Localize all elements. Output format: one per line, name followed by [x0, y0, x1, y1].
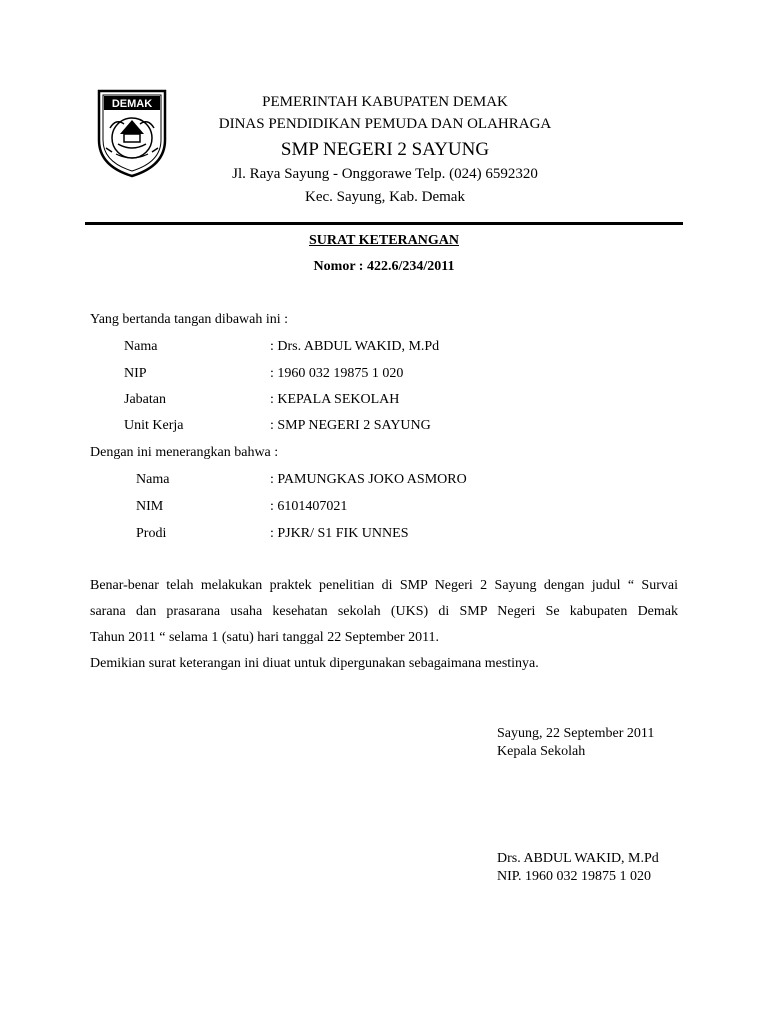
svg-text:DEMAK: DEMAK [111, 98, 153, 110]
body-line: Tahun 2011 “ selama 1 (satu) hari tanggal 22 September 2011. [90, 630, 440, 645]
signer-position-value: : KEPALA SEKOLAH [270, 392, 400, 407]
signer-name-value: : Drs. ABDUL WAKID, M.Pd [270, 339, 440, 354]
signer-intro: Yang bertanda tangan dibawah ini : [90, 312, 289, 327]
subject-name-label: Nama [136, 472, 170, 487]
school-name: SMP NEGERI 2 SAYUNG [280, 139, 490, 160]
signer-unit-label: Unit Kerja [124, 418, 184, 433]
body-line: sarana dan prasarana usaha kesehatan sekolah (UKS) di SMP Negeri Se kabupaten Demak [90, 604, 678, 619]
document-title: SURAT KETERANGAN [308, 233, 459, 248]
document-number: Nomor : 422.6/234/2011 [313, 259, 455, 274]
government-name: PEMERINTAH KABUPATEN DEMAK [262, 94, 508, 110]
subject-nim-value: : 6101407021 [270, 499, 348, 514]
signer-nip-label: NIP [124, 366, 147, 381]
signer-position-label: Jabatan [124, 392, 166, 407]
school-address: Jl. Raya Sayung - Onggorawe Telp. (024) 6592320 [232, 166, 538, 182]
signature-place-date: Sayung, 22 September 2011 [497, 726, 655, 741]
department-name: DINAS PENDIDIKAN PEMUDA DAN OLAHRAGA [218, 116, 552, 132]
subject-nim-label: NIM [136, 499, 164, 514]
closing-sentence: Demikian surat keterangan ini diuat untuk dipergunakan sebagaimana mestinya. [90, 656, 539, 671]
subject-intro: Dengan ini menerangkan bahwa : [90, 445, 279, 460]
signer-name-label: Nama [124, 339, 158, 354]
signature-name: Drs. ABDUL WAKID, M.Pd [497, 851, 659, 866]
demak-regency-logo [96, 88, 168, 178]
school-district: Kec. Sayung, Kab. Demak [305, 189, 465, 205]
subject-name-value: : PAMUNGKAS JOKO ASMORO [270, 472, 467, 487]
body-paragraph [90, 573, 678, 677]
letterhead-divider [85, 222, 683, 225]
body-line: Benar-benar telah melakukan praktek penelitian di SMP Negeri 2 Sayung dengan judul “ Survai [90, 578, 678, 593]
signature-nip: NIP. 1960 032 19875 1 020 [497, 869, 652, 884]
subject-prodi-value: : PJKR/ S1 FIK UNNES [270, 526, 409, 541]
signer-nip-value: : 1960 032 19875 1 020 [270, 366, 404, 381]
subject-prodi-label: Prodi [136, 526, 167, 541]
signer-unit-value: : SMP NEGERI 2 SAYUNG [270, 418, 431, 433]
signature-position: Kepala Sekolah [497, 744, 586, 759]
